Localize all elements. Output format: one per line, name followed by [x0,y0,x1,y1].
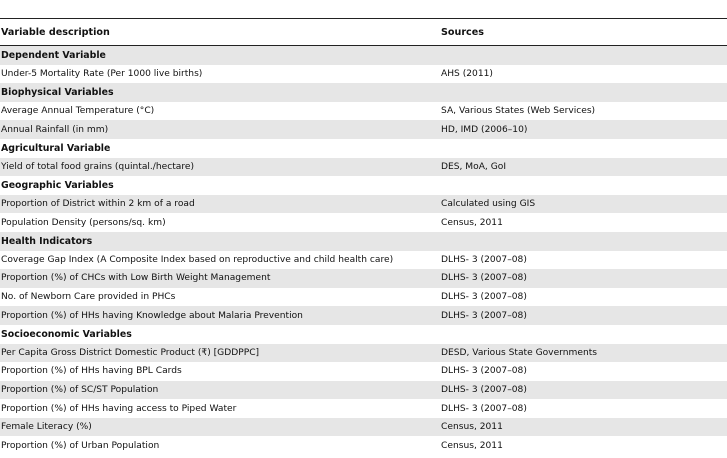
variable-description-cell: Yield of total food grains (quintal./hectare) [1,161,195,172]
table-row [0,158,727,177]
section-header-row [0,139,727,158]
section-header-row [0,46,727,65]
source-cell: DLHS- 3 (2007–08) [441,273,527,284]
variable-description-cell: Annual Rainfall (in mm) [1,124,109,135]
section-title: Dependent Variable [1,49,106,61]
table-row [0,362,727,381]
header-sources: Sources [441,26,484,38]
variable-description-cell: Population Density (persons/sq. km) [1,217,166,228]
table-row [0,344,727,363]
source-cell: DLHS- 3 (2007–08) [441,292,527,303]
table-row [0,288,727,307]
source-cell: AHS (2011) [441,68,493,79]
variable-description-cell: Coverage Gap Index (A Composite Index based on reproductive and child health care) [1,254,394,265]
variable-description-cell: Proportion of District within 2 km of a road [1,199,195,210]
variable-description-cell: Proportion (%) of SC/ST Population [1,384,159,395]
variable-description-cell: Per Capita Gross District Domestic Product (₹) [GDDPPC] [1,347,260,358]
section-header-row [0,83,727,102]
section-title: Agricultural Variable [1,142,111,154]
source-cell: DESD, Various State Governments [441,347,598,358]
variable-description-cell: Proportion (%) of HHs having Knowledge about Malaria Prevention [1,310,303,321]
section-title: Health Indicators [1,235,93,247]
source-cell: Census, 2011 [441,440,503,451]
header-variable-description: Variable description [1,26,110,38]
variable-description-cell: Proportion (%) of HHs having BPL Cards [1,366,182,377]
variable-description-cell: No. of Newborn Care provided in PHCs [1,292,176,303]
source-cell: DES, MoA, GoI [441,161,507,172]
section-header-row [0,325,727,344]
table-row [0,381,727,400]
table-row [0,436,727,455]
variable-description-cell: Proportion (%) of HHs having access to Piped Water [1,403,237,414]
table-header-row [0,19,727,45]
section-header-row [0,176,727,195]
table-row [0,269,727,288]
table-row [0,120,727,139]
variables-table [0,18,727,455]
table-row [0,251,727,270]
source-cell: DLHS- 3 (2007–08) [441,310,527,321]
source-cell: DLHS- 3 (2007–08) [441,403,527,414]
section-title: Biophysical Variables [1,86,114,98]
section-title: Geographic Variables [1,179,114,191]
table-body [0,46,727,455]
source-cell: SA, Various States (Web Services) [441,106,596,117]
source-cell: DLHS- 3 (2007–08) [441,366,527,377]
section-header-row [0,232,727,251]
table-row [0,418,727,437]
variable-description-cell: Female Literacy (%) [1,422,92,433]
table-row [0,213,727,232]
variable-description-cell: Under-5 Mortality Rate (Per 1000 live births) [1,68,203,79]
section-title: Socioeconomic Variables [1,328,132,340]
table-row [0,102,727,121]
source-cell: Census, 2011 [441,422,503,433]
variable-description-cell: Proportion (%) of Urban Population [1,440,160,451]
source-cell: DLHS- 3 (2007–08) [441,254,527,265]
source-cell: Census, 2011 [441,217,503,228]
table-row [0,65,727,84]
variable-description-cell: Proportion (%) of CHCs with Low Birth Weight Management [1,273,271,284]
source-cell: HD, IMD (2006–10) [441,124,528,135]
source-cell: Calculated using GIS [441,199,536,210]
source-cell: DLHS- 3 (2007–08) [441,384,527,395]
table-row [0,195,727,214]
table-row [0,399,727,418]
table-row [0,306,727,325]
variable-description-cell: Average Annual Temperature (°C) [1,106,155,117]
